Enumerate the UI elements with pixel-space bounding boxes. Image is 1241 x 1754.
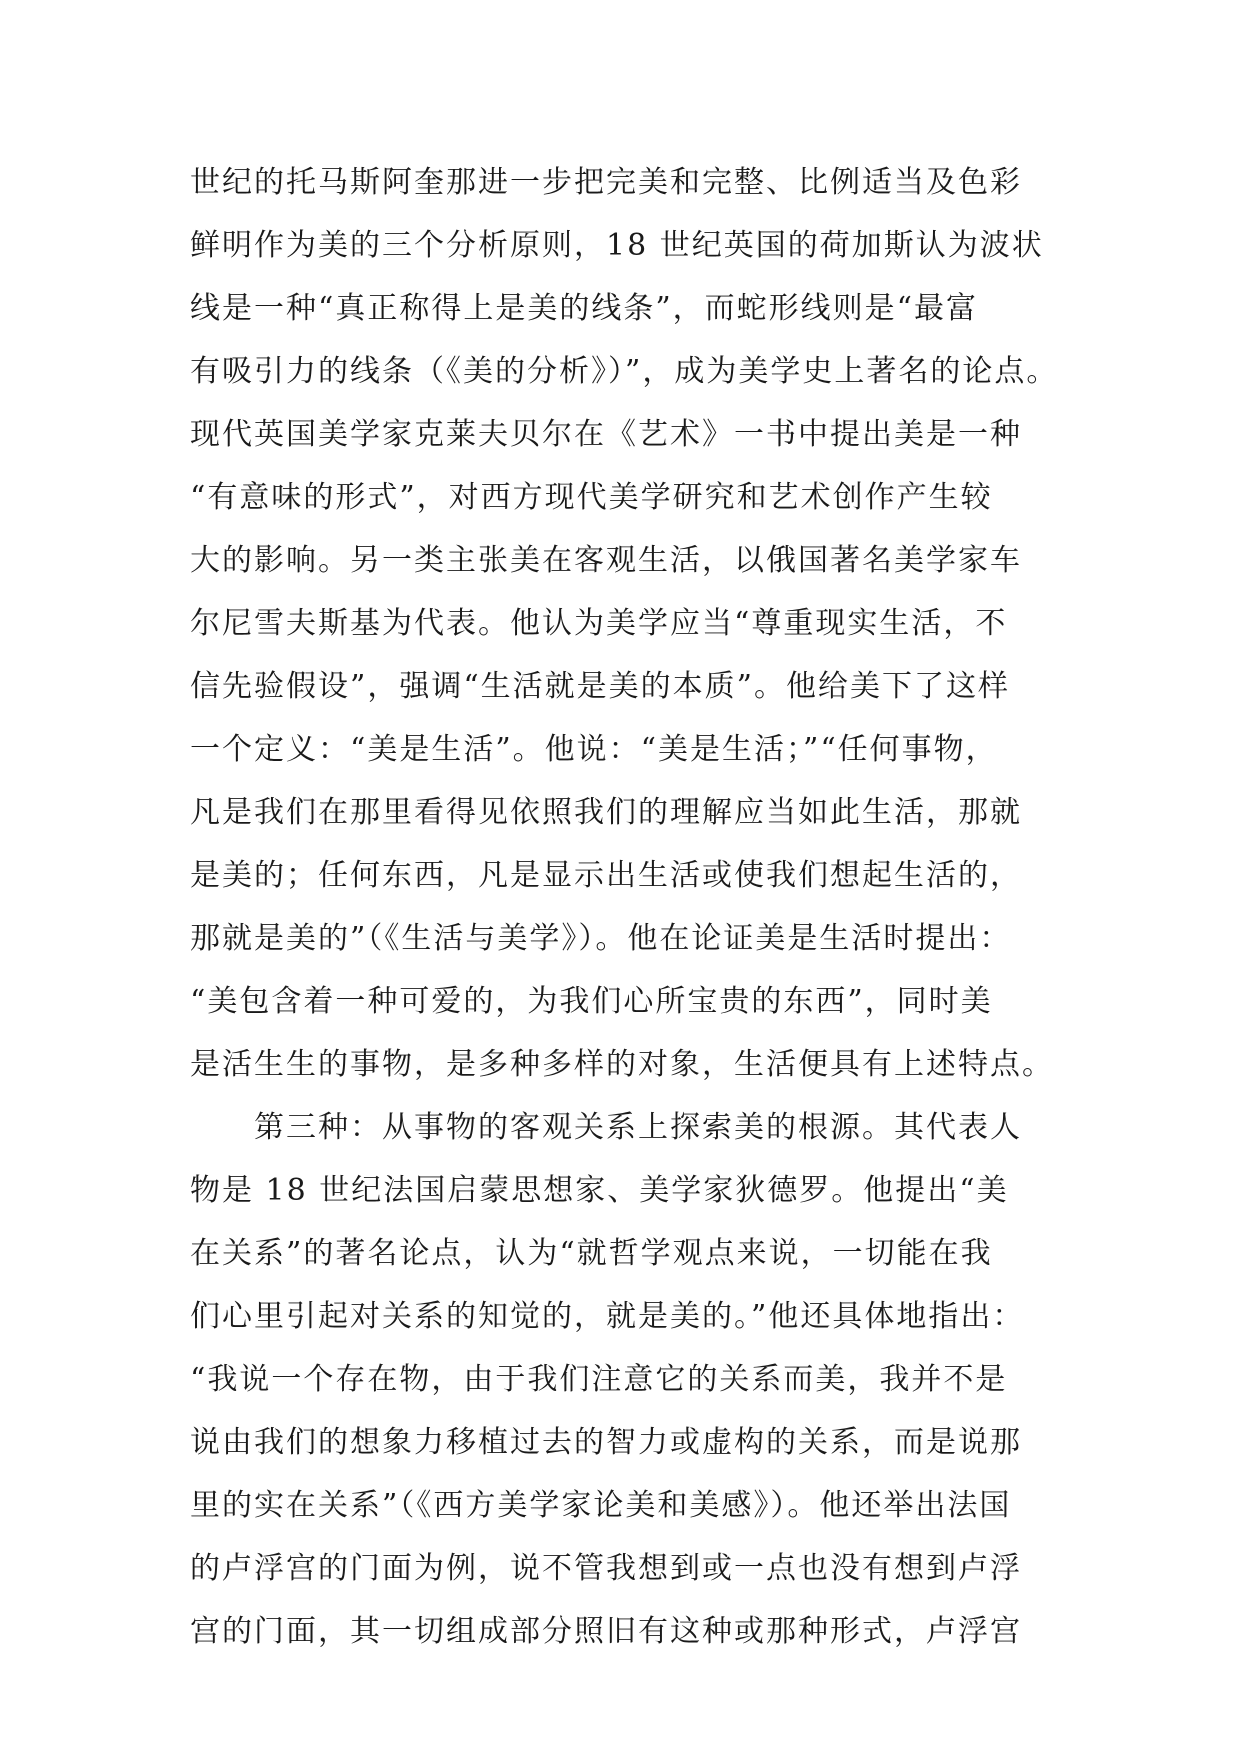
text-line: 一个定义：“美是生活”。他说：“美是生活；”“任何事物， [190,732,998,767]
text-line: 们心里引起对关系的知觉的，就是美的。”他还具体地指出： [190,1299,1025,1334]
paragraph-start-line: 第三种：从事物的客观关系上探索美的根源。其代表人 [254,1110,1022,1145]
body-text [190,162,1090,1674]
text-line: “我说一个存在物，由于我们注意它的关系而美，我并不是 [190,1362,1008,1397]
text-line: 世纪的托马斯阿奎那进一步把完美和完整、比例适当及色彩 [190,165,1022,200]
text-line: 鲜明作为美的三个分析原则，18 世纪英国的荷加斯认为波状 [190,228,1044,263]
text-line: 线是一种“真正称得上是美的线条”，而蛇形线则是“最富 [190,291,979,326]
text-line: 是美的；任何东西，凡是显示出生活或使我们想起生活的， [190,858,1022,893]
text-line: 说由我们的想象力移植过去的智力或虚构的关系，而是说那 [190,1425,1022,1460]
text-line: 是活生生的事物，是多种多样的对象，生活便具有上述特点。 [190,1047,1054,1082]
text-line: 那就是美的”（《生活与美学》）。他在论证美是生活时提出： [190,921,1012,956]
text-line: 凡是我们在那里看得见依照我们的理解应当如此生活，那就 [190,795,1022,830]
text-line: “美包含着一种可爱的，为我们心所宝贵的东西”，同时美 [190,984,993,1019]
text-line: 尔尼雪夫斯基为代表。他认为美学应当“尊重现实生活，不 [190,606,1008,641]
text-line: 信先验假设”，强调“生活就是美的本质”。他给美下了这样 [190,669,1011,704]
text-line: 里的实在关系”（《西方美学家论美和美感》）。他还举出法国 [190,1488,1012,1523]
text-line: 物是 18 世纪法国启蒙思想家、美学家狄德罗。他提出“美 [190,1173,1009,1208]
text-line: 的卢浮宫的门面为例，说不管我想到或一点也没有想到卢浮 [190,1551,1022,1586]
text-line: 现代英国美学家克莱夫贝尔在《艺术》一书中提出美是一种 [190,417,1022,452]
text-line: “有意味的形式”，对西方现代美学研究和艺术创作产生较 [190,480,993,515]
text-line: 有吸引力的线条（《美的分析》）”，成为美学史上著名的论点。 [190,354,1059,389]
text-line: 在关系”的著名论点，认为“就哲学观点来说，一切能在我 [190,1236,993,1271]
text-line: 大的影响。另一类主张美在客观生活，以俄国著名美学家车 [190,543,1022,578]
text-line: 宫的门面，其一切组成部分照旧有这种或那种形式，卢浮宫 [190,1614,1022,1649]
